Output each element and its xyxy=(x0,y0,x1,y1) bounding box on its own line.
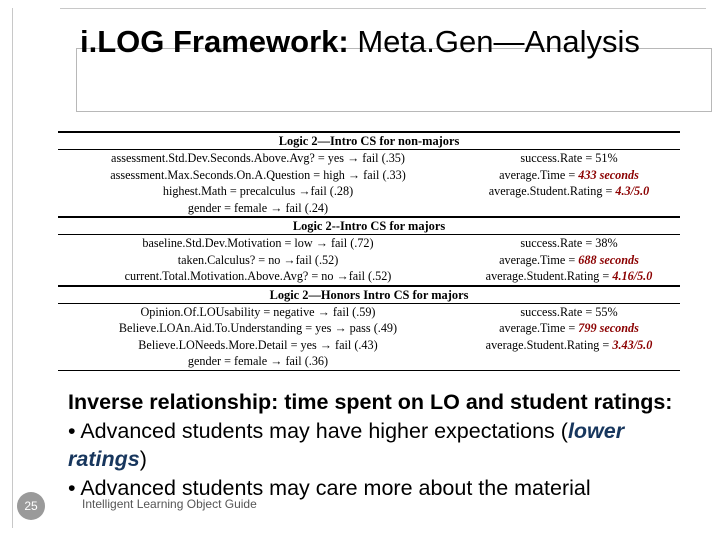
rule-text: Opinion.Of.LOUsability = negative → fail (.59) xyxy=(140,304,376,319)
table-row xyxy=(58,353,680,370)
metric-value: 688 seconds xyxy=(578,252,639,267)
table-row xyxy=(58,183,680,200)
table-section xyxy=(58,216,680,285)
metric-cell xyxy=(458,268,680,285)
metric-cell xyxy=(458,337,680,354)
metric-value: 4.3/5.0 xyxy=(615,184,650,198)
metric-value: 3.43/5.0 xyxy=(612,337,653,352)
metric-label: average.Time = xyxy=(499,167,579,182)
metric-value: 4.16/5.0 xyxy=(612,269,653,283)
rule-text: gender = female → fail (.36) xyxy=(187,354,329,368)
rule-text: Believe.LONeeds.More.Detail = yes → fail (.43) xyxy=(138,337,378,352)
bullet-1-emphasis: lower ratings xyxy=(68,418,625,472)
results-table xyxy=(58,131,680,371)
rule-text: highest.Math = precalculus →fail (.28) xyxy=(162,184,354,198)
rule-text: Believe.LOAn.Aid.To.Understanding = yes → pass (.49) xyxy=(118,321,398,335)
bullet-1-pre: • Advanced students may have higher expectations ( xyxy=(68,418,568,443)
rule-text: assessment.Std.Dev.Seconds.Above.Avg? = yes → fail (.35) xyxy=(111,151,405,165)
table-row xyxy=(58,150,680,167)
metric-cell xyxy=(458,353,680,370)
table-row xyxy=(58,337,680,354)
metric-label: success.Rate = 51% xyxy=(520,151,618,165)
rule-text: current.Total.Motivation.Above.Avg? = no →fail (.52) xyxy=(124,269,392,283)
metric-label: success.Rate = 55% xyxy=(520,304,618,319)
metric-label: average.Student.Rating = xyxy=(485,269,613,283)
table-section xyxy=(58,131,680,216)
table-row xyxy=(58,268,680,285)
bullet-1 xyxy=(68,417,708,474)
metric-label: average.Student.Rating = xyxy=(488,184,616,198)
metric-label: success.Rate = 38% xyxy=(520,236,618,250)
rule-text: baseline.Std.Dev.Motivation = low → fail (.72) xyxy=(142,236,374,250)
slide-left-rule xyxy=(12,8,13,528)
table-section xyxy=(58,285,680,371)
slide-title xyxy=(80,22,640,62)
metric-cell xyxy=(458,252,680,269)
title-bold: i.LOG Framework: xyxy=(80,24,349,59)
table-row xyxy=(58,200,680,217)
table-row xyxy=(58,235,680,252)
metric-cell xyxy=(458,150,680,167)
slide-number: 25 xyxy=(17,492,45,520)
metric-value: 799 seconds xyxy=(578,321,639,335)
metric-value: 433 seconds xyxy=(578,167,639,182)
metric-cell xyxy=(458,183,680,200)
metric-label: average.Time = xyxy=(499,252,579,267)
table-row xyxy=(58,252,680,269)
rule-text: taken.Calculus? = no →fail (.52) xyxy=(177,252,339,267)
footer-text: Intelligent Learning Object Guide xyxy=(82,497,257,511)
bullet-2: • Advanced students may care more about the material xyxy=(68,475,591,500)
table-row xyxy=(58,167,680,184)
metric-label: average.Student.Rating = xyxy=(485,337,613,352)
metric-label: average.Time = xyxy=(499,321,579,335)
title-rest: Meta.Gen—Analysis xyxy=(348,24,640,59)
slide-top-rule xyxy=(60,8,706,9)
bullet-1-post: ) xyxy=(139,447,147,472)
section-heading: Logic 2--Intro CS for majors xyxy=(58,218,680,235)
section-heading: Logic 2—Intro CS for non-majors xyxy=(58,133,680,150)
metric-cell xyxy=(458,200,680,217)
table-row xyxy=(58,304,680,321)
bullet-list xyxy=(68,388,708,502)
rule-text: assessment.Max.Seconds.On.A.Question = high → fail (.33) xyxy=(110,167,406,182)
table-row xyxy=(58,320,680,337)
metric-cell xyxy=(458,320,680,337)
section-heading: Logic 2—Honors Intro CS for majors xyxy=(58,287,680,304)
metric-cell xyxy=(458,304,680,321)
bullet-lead: Inverse relationship: time spent on LO and student ratings: xyxy=(68,390,673,414)
rule-text: gender = female → fail (.24) xyxy=(187,200,329,215)
metric-cell xyxy=(458,167,680,184)
metric-cell xyxy=(458,235,680,252)
